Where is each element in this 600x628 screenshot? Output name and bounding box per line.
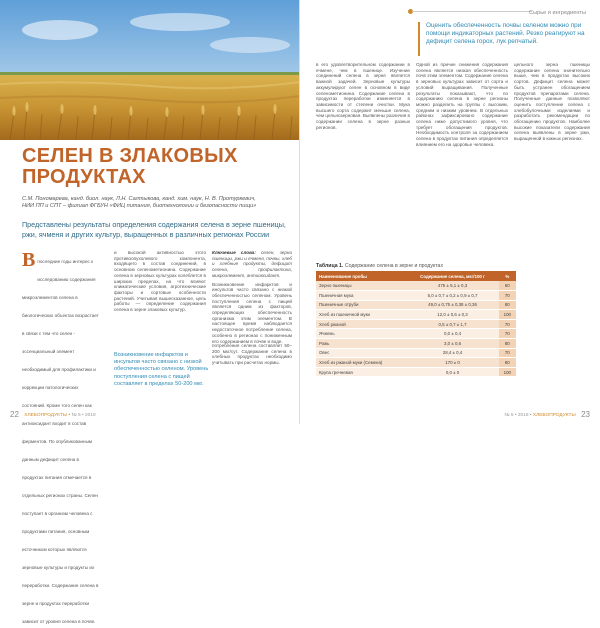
left-page [0, 0, 300, 624]
wheat-field-photo [0, 0, 300, 140]
table-cell: Пшеничная мука [316, 291, 406, 301]
table-cell: Зерно пшеницы [316, 281, 406, 291]
table-header-cell: Наименование пробы [316, 271, 406, 281]
table-row [316, 367, 516, 377]
table-cell: 50 [499, 281, 516, 291]
article-authors: С.М. Пономарева, канд. биол. наук, Л.Н. Салтыкова, канд. хим. наук, Н. В. Протуркевич, НИИ ПП и СПТ – филиал ФГБУН «ФИЦ питания, биотехнологии и безопасности пищи» [22, 196, 257, 209]
section-rule [412, 11, 532, 12]
page-number: 22 [10, 410, 19, 419]
table-cell: 80 [499, 339, 516, 349]
table-row [316, 329, 516, 339]
right-column-1: в его удовлетворительном содержании в ячмене, чем в пшенице. Изучение соединений селена в зерне является важной задачей. Зерновые культуры аккумулируют селен в основном в виде селенометионина. Содержание селена в продуктах переработки изменяется в зависимости от степени очистки. Мука высшего сорта содержит меньше селена, чем цельнозерновая. Выявлены различия в содержании селена в зерне разных регионов. [316, 62, 410, 130]
table-cell: 70 [499, 291, 516, 301]
issue-info: № 5 • 2018 • [504, 413, 532, 418]
issue-info: • № 5 • 2018 [68, 413, 96, 418]
selenium-content-table [316, 271, 516, 377]
table-cell: 0,0 ± 0,4 [406, 329, 498, 339]
table-cell: 5,0 ± 0,7 ± 0,2 ± 0,9 ± 0,7 [406, 291, 498, 301]
keywords-block: Ключевые слова: селен, зерно пшеницы, ржи и ячменя, почвы, хлеб и хлебные продукты, дефицит селена, профилактика, микроэлемент, антиоксидант. Возникновение инфарктов и инсультов часто связано с низкой обеспеченностью селеном. Уровень поступления селена с пищей является одним из факторов, определяющих обеспеченность организма этим элементом. В настоящее время наблюдается недостаточное потребление селена, особенно в регионах с пониженным его содержанием в почве и воде. [212, 250, 292, 344]
table-cell: 70 [499, 348, 516, 358]
section-label: Сырье и ингредиенты [529, 10, 586, 16]
article-lead: Представлены результаты определения содержания селена в зерне пшеницы, ржи, ячменя и других культур, выращенных в различных регионах России [22, 220, 286, 239]
table-cell: 12,0 ± 0,6 ± 0,3 [406, 310, 498, 320]
table-cell: Овес [316, 348, 406, 358]
table-cell: 80 [499, 300, 516, 310]
right-page [300, 0, 600, 424]
table-cell: 70 [499, 329, 516, 339]
table-cell: 475 ± 5,1 ± 0,3 [406, 281, 498, 291]
article-column-3-continued: потребления селена составляет 50–200 мкг/сут. Содержание селена в хлебных продуктах необходимо учитывать при расчетах нормы. [212, 343, 292, 366]
table-cell: 0,5 ± 0,7 ± 1,7 [406, 319, 498, 329]
right-column-3: цельного зерна пшеницы содержание селена значительно выше, чем в продуктах высоких сортов. Дефицит селена может быть устранен обогащением продуктов препаратами селена. Полученные данные позволяют оценить поступление селена с хлебобулочными изделиями и разработать рекомендации по обогащению продуктов. Наиболее высокие показатели содержания селена выявлены в зерне ржи, выращенной в южных регионах. [514, 62, 590, 142]
page-number: 23 [581, 410, 590, 419]
table-header-row [316, 271, 516, 281]
table-cell: 70 [499, 319, 516, 329]
table-cell: 49,0 ± 0,75 ± 0,38 ± 0,36 [406, 300, 498, 310]
table-row [316, 310, 516, 320]
table-row [316, 319, 516, 329]
table-cell: 170 ± 0 [406, 358, 498, 368]
table-title: Таблица 1. Содержание селена в зерне и продуктах [316, 263, 444, 269]
right-footer [504, 410, 590, 419]
table-cell: Хлеб из ржаной муки (Семена) [316, 358, 406, 368]
table-row [316, 358, 516, 368]
right-column-2: Одной из причин снижения содержания селена является низкая обеспеченность почв этим элементом. Содержание селена в зерновых культурах зависит от сорта и условий выращивания. Полученные результаты показывают, что по содержанию селена в зерне регионы можно разделить на группы с высоким, средним и низким уровнем. В отдельных районах зафиксировано содержание селена ниже допустимого уровня, что требует обогащения продуктов. Необходимость контроля за содержанием селена в продуктах питания определяется влиянием его на здоровье человека. [416, 62, 508, 147]
table-header-cell: Содержание селена, мкг/100 г [406, 271, 498, 281]
table-cell: 0,0 ± 0 [406, 367, 498, 377]
table-cell: Хлеб ржаной [316, 319, 406, 329]
table-row [316, 291, 516, 301]
table-row [316, 300, 516, 310]
table-header-cell: % [499, 271, 516, 281]
pull-quote: Возникновение инфарктов и инсультов часто связано с низкой обеспеченностью селеном. Уровень поступления селена с пищей составляет в пределах 50-200 мкг. [114, 352, 209, 387]
drop-cap: В [22, 249, 36, 271]
table-cell: Хлеб из пшеничной муки [316, 310, 406, 320]
table-row [316, 339, 516, 349]
table-cell: 80 [499, 358, 516, 368]
table-cell: 3,0 ± 0,6 [406, 339, 498, 349]
side-quote: Оценить обеспеченность почвы селеном можно при помощи индикаторных растений. Резко реагируют на дефицит селена горох, лук репчатый. [426, 22, 585, 45]
table-cell: Ячмень [316, 329, 406, 339]
publication-name: ХЛЕБОПРОДУКТЫ [532, 413, 576, 418]
table-cell: 28,4 ± 0,4 [406, 348, 498, 358]
table-cell: Крупа гречневая [316, 367, 406, 377]
article-column-2: и высокой активностью этого противоопухолевого компонента, входящего в состав соединений, в основном селенометионина. Содержание селена в зерновых культурах колеблется в широких пределах, на что влияют климатические условия, агротехнические факторы и сортовые особенности растений. Учитывая вышесказанное, цель работы — определение содержания селена в зерне злаковых культур. [114, 250, 206, 313]
article-column-1: В последние годы интерес к исследованию содержания микроэлементов селена в биологических объектах возрастает в связи с тем что селен - эссенциальный элемент необходимый для профилактики и коррекции патологических состояний. Кроме того селен как антиоксидант входит в состав ферментов. По опубликованным данным дефицит селена в продуктах питания отмечается в отдельных регионах страны. Селен поступает в организм человека с продуктами питания, основным источником которых являются зерновые культуры и продукты их переработки. Содержание селена в зерне и продуктах переработки зависит от уровня селена в почве. [22, 249, 99, 624]
table-cell: Рожь [316, 339, 406, 349]
table-row [316, 281, 516, 291]
publication-name: ХЛЕБОПРОДУКТЫ [24, 413, 68, 418]
left-footer [10, 410, 96, 419]
table-cell: Пшеничные отруби [316, 300, 406, 310]
table-cell: 100 [499, 367, 516, 377]
table-row [316, 348, 516, 358]
table-cell: 100 [499, 310, 516, 320]
article-headline: СЕЛЕН В ЗЛАКОВЫХ ПРОДУКТАХ [22, 145, 238, 188]
